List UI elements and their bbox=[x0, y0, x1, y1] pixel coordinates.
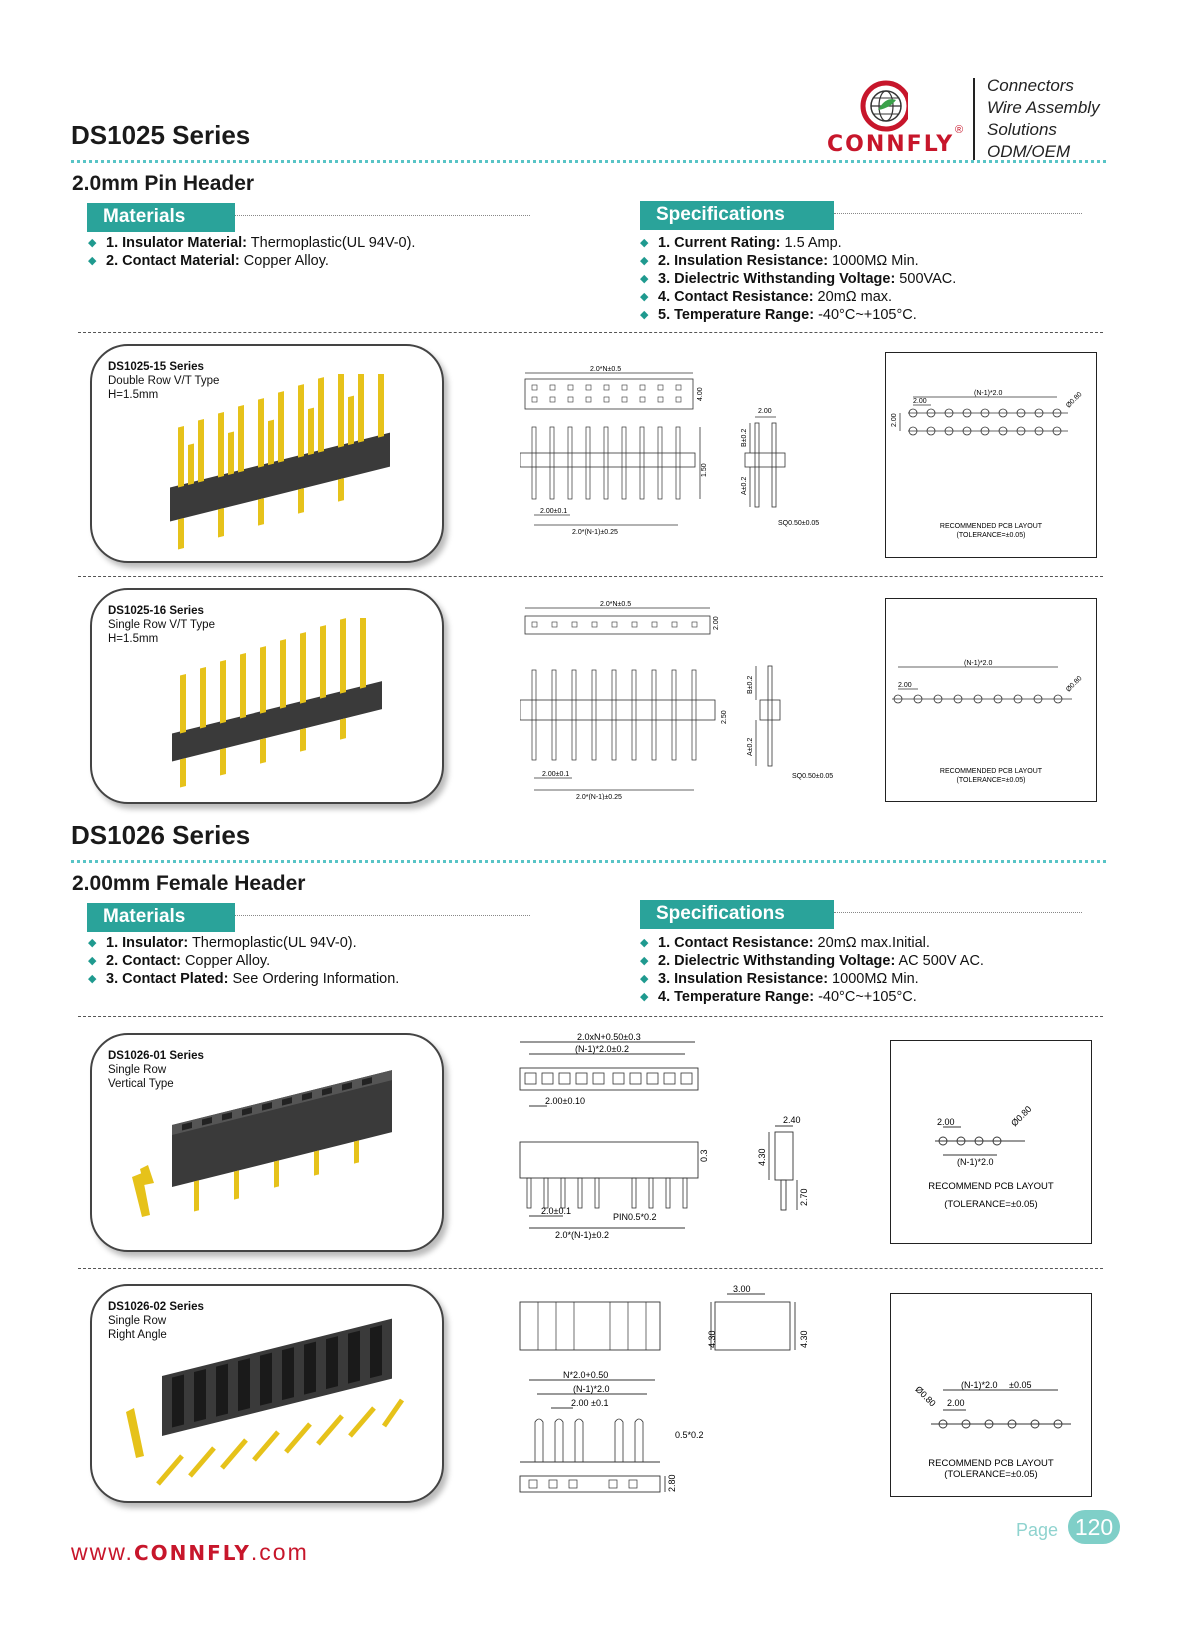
list-item: ◆ 1. Insulator: Thermoplastic(UL 94V-0). bbox=[88, 935, 357, 951]
pcb-holes-diagram bbox=[891, 1294, 1091, 1496]
dim-label: Ø0.80 bbox=[1065, 391, 1084, 410]
dim-label: 0.5*0.2 bbox=[675, 1430, 704, 1440]
product-desc: Single Row bbox=[108, 1064, 167, 1076]
dim-label: Ø0.80 bbox=[1009, 1103, 1034, 1129]
diamond-bullet-icon: ◆ bbox=[88, 937, 97, 949]
list-item: ◆ 2. Contact Material: Copper Alloy. bbox=[88, 253, 329, 269]
product-name: DS1026-01 Series bbox=[108, 1050, 204, 1062]
ds1025-16-drawing bbox=[520, 600, 840, 800]
list-item: ◆ 3. Insulation Resistance: 1000MΩ Min. bbox=[640, 971, 919, 987]
product-height: H=1.5mm bbox=[108, 633, 159, 645]
list-item: ◆ 1. Insulator Material: Thermoplastic(UL 94V-0). bbox=[88, 235, 416, 251]
tagline-4: ODM/OEM bbox=[987, 142, 1071, 161]
dim-label: 2.00±0.1 bbox=[540, 508, 568, 515]
ds1026-02-drawing bbox=[515, 1282, 845, 1502]
ds1026-specs-list bbox=[640, 934, 984, 1006]
product-type: Vertical Type bbox=[108, 1078, 174, 1090]
product-name: DS1025-16 Series bbox=[108, 605, 204, 617]
female-header-vertical-image bbox=[132, 1065, 432, 1245]
dim-label: B±0.2 bbox=[747, 675, 754, 694]
ds1025-subtitle: 2.0mm Pin Header bbox=[72, 172, 255, 195]
list-item: ◆ 3. Dielectric Withstanding Voltage: 500VAC. bbox=[640, 271, 957, 287]
ds1025-specs-list bbox=[640, 234, 956, 324]
dim-label: 2.00 bbox=[898, 682, 912, 689]
product-card-ds1026-02 bbox=[90, 1284, 444, 1503]
tagline-2: Wire Assembly bbox=[987, 98, 1100, 117]
dim-label: 3.00 bbox=[733, 1284, 751, 1294]
dim-label: (N-1)*2.0 bbox=[964, 660, 993, 667]
dim-label: 2.0*(N-1)±0.25 bbox=[576, 794, 622, 800]
ds1025-specs-dots bbox=[834, 213, 1082, 214]
dim-label: 2.70 bbox=[799, 1188, 809, 1206]
ds1025-materials-list bbox=[88, 234, 415, 270]
dim-label: 2.00±0.1 bbox=[542, 771, 570, 778]
dim-label: 2.0±0.1 bbox=[541, 1206, 571, 1216]
dim-label: 2.0*(N-1)±0.25 bbox=[572, 529, 618, 536]
diamond-bullet-icon: ◆ bbox=[640, 309, 649, 321]
ds1025-title: DS1025 Series bbox=[71, 120, 251, 150]
diamond-bullet-icon: ◆ bbox=[640, 291, 649, 303]
product-desc: Single Row V/T Type bbox=[108, 619, 215, 631]
ds1026-specs-dots bbox=[834, 912, 1082, 913]
diamond-bullet-icon: ◆ bbox=[88, 955, 97, 967]
female-header-right-angle-image bbox=[122, 1316, 432, 1496]
ds1026-01-drawing bbox=[515, 1030, 845, 1240]
dim-label: 2.00±0.10 bbox=[545, 1096, 585, 1106]
dim-label: (N-1)*2.0 bbox=[974, 390, 1003, 397]
pin-header-double-image bbox=[152, 374, 422, 554]
list-item: ◆ 4. Temperature Range: -40°C~+105°C. bbox=[640, 989, 917, 1005]
pin-header-single-image bbox=[162, 618, 422, 798]
dim-label: 4.30 bbox=[757, 1148, 767, 1166]
ds1025-specs-tag: Specifications bbox=[640, 201, 834, 230]
product-card-ds1025-16 bbox=[90, 588, 444, 804]
pcb-holes-diagram bbox=[886, 353, 1096, 557]
dim-label: 2.00 bbox=[947, 1398, 965, 1408]
list-item: ◆ 5. Temperature Range: -40°C~+105°C. bbox=[640, 307, 917, 323]
product-card-ds1025-15 bbox=[90, 344, 444, 563]
diamond-bullet-icon: ◆ bbox=[640, 255, 649, 267]
tagline-1: Connectors bbox=[987, 76, 1074, 95]
page-number: 120 bbox=[1074, 1514, 1114, 1540]
dim-label: A±0.2 bbox=[741, 476, 748, 495]
diamond-bullet-icon: ◆ bbox=[640, 973, 649, 985]
product-type: Right Angle bbox=[108, 1329, 167, 1341]
dim-label: 2.00 bbox=[913, 398, 927, 405]
dim-label: 2.00 bbox=[713, 616, 720, 630]
list-item: ◆ 1. Contact Resistance: 20mΩ max.Initial. bbox=[640, 935, 930, 951]
section-separator bbox=[78, 576, 1103, 577]
list-item: ◆ 2. Dielectric Withstanding Voltage: AC 500V AC. bbox=[640, 953, 984, 969]
url-suffix: .com bbox=[250, 1539, 309, 1565]
dim-label: 2.0*N±0.5 bbox=[590, 366, 622, 373]
dim-label: (N-1)*2.0±0.2 bbox=[575, 1044, 629, 1054]
ds1026-materials-list bbox=[88, 934, 399, 988]
product-card-ds1026-01 bbox=[90, 1033, 444, 1252]
product-name: DS1025-15 Series bbox=[108, 361, 204, 373]
dim-label: 2.00 bbox=[937, 1117, 955, 1127]
logo-divider bbox=[973, 78, 975, 160]
dim-label: 2.40 bbox=[783, 1115, 801, 1125]
ds1026-subtitle: 2.00mm Female Header bbox=[72, 872, 306, 895]
product-desc: Double Row V/T Type bbox=[108, 375, 220, 387]
list-item: ◆ 3. Contact Plated: See Ordering Information. bbox=[88, 971, 400, 987]
pcb-note: RECOMMENDED PCB LAYOUT bbox=[939, 523, 1043, 530]
dim-label: 4.00 bbox=[697, 387, 704, 401]
dim-label: 1.50 bbox=[701, 463, 708, 477]
dim-label: B±0.2 bbox=[741, 428, 748, 447]
list-item: ◆ 2. Contact: Copper Alloy. bbox=[88, 953, 271, 969]
pcb-layout-ds1026-01 bbox=[890, 1040, 1092, 1244]
pcb-tolerance: (TOLERANCE=±0.05) bbox=[956, 777, 1026, 784]
dim-label: 2.0*(N-1)±0.2 bbox=[555, 1230, 609, 1240]
pcb-layout-ds1025-16 bbox=[885, 598, 1097, 802]
url-brand: CONNFLY bbox=[133, 1541, 251, 1565]
dim-label: 2.0xN+0.50±0.3 bbox=[577, 1032, 641, 1042]
dim-label: A±0.2 bbox=[747, 737, 754, 756]
pcb-note: RECOMMEND PCB LAYOUT bbox=[928, 1181, 1054, 1192]
dim-label: PIN0.5*0.2 bbox=[613, 1212, 657, 1222]
dim-label: (N-1)*2.0 bbox=[961, 1380, 998, 1390]
footer-url[interactable] bbox=[71, 1539, 309, 1566]
section-separator bbox=[78, 1268, 1103, 1269]
diamond-bullet-icon: ◆ bbox=[640, 937, 649, 949]
pcb-layout-ds1026-02 bbox=[890, 1293, 1092, 1497]
dim-label: 2.80 bbox=[667, 1474, 677, 1492]
ds1025-divider bbox=[71, 160, 1106, 163]
dim-label: SQ0.50±0.05 bbox=[778, 520, 820, 527]
page-label: Page bbox=[1016, 1520, 1059, 1540]
ds1026-specs-tag: Specifications bbox=[640, 900, 834, 929]
pcb-holes-diagram bbox=[891, 1041, 1091, 1243]
dim-label: (N-1)*2.0 bbox=[573, 1384, 610, 1394]
pcb-holes-diagram bbox=[886, 599, 1096, 801]
list-item: ◆ 2. Insulation Resistance: 1000MΩ Min. bbox=[640, 253, 919, 269]
product-name: DS1026-02 Series bbox=[108, 1301, 204, 1313]
dim-label: 2.00 bbox=[758, 408, 772, 415]
list-item: ◆ 1. Current Rating: 1.5 Amp. bbox=[640, 235, 842, 251]
dim-label: (N-1)*2.0 bbox=[957, 1157, 994, 1167]
dim-label: SQ0.50±0.05 bbox=[792, 773, 834, 780]
dim-label: Ø0.80 bbox=[913, 1384, 938, 1409]
dim-label: Ø0.80 bbox=[1065, 675, 1084, 694]
ds1026-divider bbox=[71, 860, 1106, 863]
ds1026-materials-dots bbox=[235, 915, 530, 916]
ds1025-15-drawing bbox=[520, 365, 840, 555]
dim-label: 2.00 bbox=[891, 413, 898, 427]
dim-label: 0.3 bbox=[699, 1149, 709, 1162]
product-height: H=1.5mm bbox=[108, 389, 159, 401]
ds1026-title: DS1026 Series bbox=[71, 820, 251, 850]
ds1025-materials-tag: Materials bbox=[87, 203, 235, 232]
diamond-bullet-icon: ◆ bbox=[640, 273, 649, 285]
page-number-badge bbox=[1068, 1510, 1120, 1544]
diamond-bullet-icon: ◆ bbox=[640, 237, 649, 249]
pcb-layout-ds1025-15 bbox=[885, 352, 1097, 558]
section-separator bbox=[78, 1016, 1103, 1017]
dim-label: ±0.05 bbox=[1009, 1380, 1032, 1390]
ds1025-materials-dots bbox=[235, 215, 530, 216]
pcb-tolerance: (TOLERANCE=±0.05) bbox=[944, 1469, 1038, 1480]
diamond-bullet-icon: ◆ bbox=[88, 255, 97, 267]
dim-label: 2.50 bbox=[721, 710, 728, 724]
dim-label: 4.30 bbox=[799, 1330, 809, 1348]
diamond-bullet-icon: ◆ bbox=[640, 991, 649, 1003]
list-item: ◆ 4. Contact Resistance: 20mΩ max. bbox=[640, 289, 893, 305]
diamond-bullet-icon: ◆ bbox=[88, 237, 97, 249]
diamond-bullet-icon: ◆ bbox=[88, 973, 97, 985]
pcb-note: RECOMMENDED PCB LAYOUT bbox=[939, 768, 1043, 775]
pcb-tolerance: (TOLERANCE=±0.05) bbox=[956, 532, 1026, 539]
ds1026-materials-tag: Materials bbox=[87, 903, 235, 932]
pcb-note: RECOMMEND PCB LAYOUT bbox=[928, 1458, 1054, 1469]
section-separator bbox=[78, 332, 1103, 333]
dim-label: 4.30 bbox=[707, 1330, 717, 1348]
registered-icon: ® bbox=[955, 124, 964, 136]
dim-label: N*2.0+0.50 bbox=[563, 1370, 609, 1380]
diamond-bullet-icon: ◆ bbox=[640, 955, 649, 967]
product-desc: Single Row bbox=[108, 1315, 167, 1327]
url-prefix: www. bbox=[71, 1539, 134, 1565]
dim-label: 2.00 ±0.1 bbox=[571, 1398, 609, 1408]
dim-label: 2.0*N±0.5 bbox=[600, 601, 632, 608]
brand-wordmark: CONNFLY bbox=[827, 132, 955, 157]
tagline-3: Solutions bbox=[987, 120, 1057, 139]
pcb-tolerance: (TOLERANCE=±0.05) bbox=[944, 1199, 1038, 1210]
